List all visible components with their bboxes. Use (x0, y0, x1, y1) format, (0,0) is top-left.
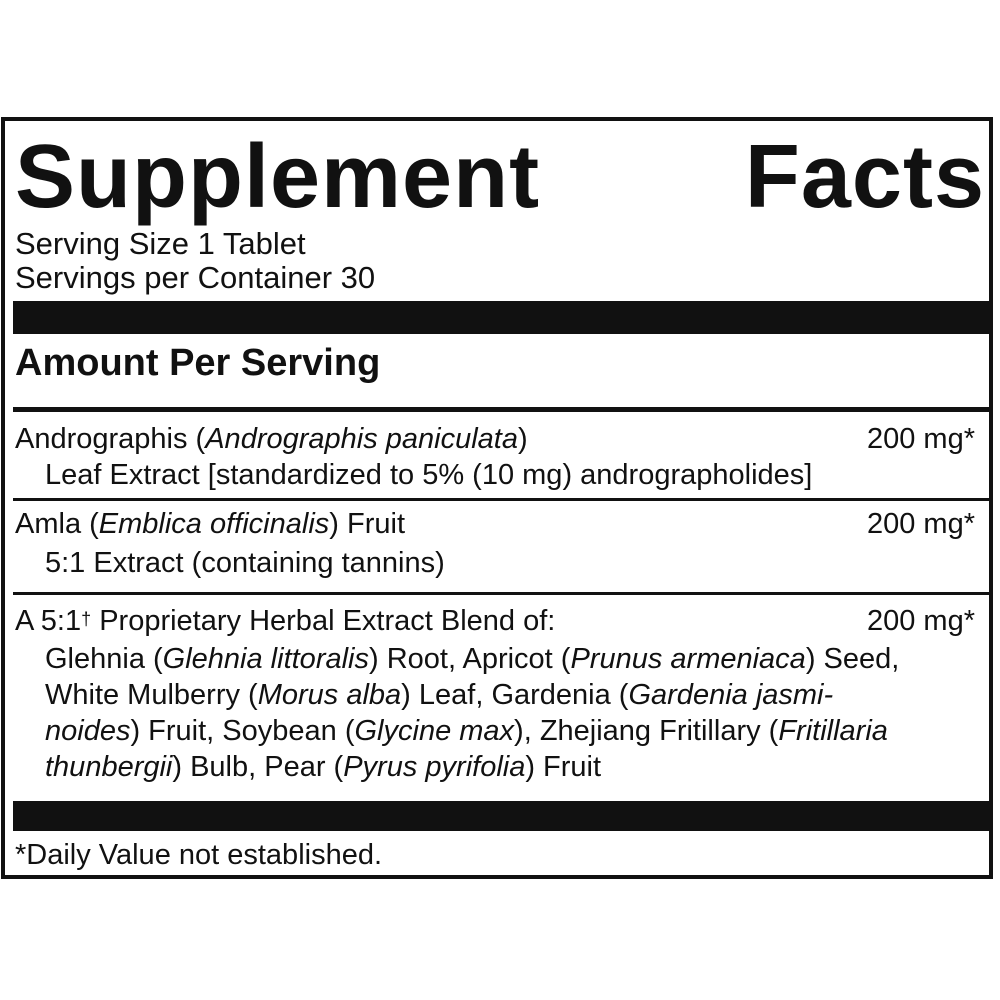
blend-amount: 200 mg* (866, 605, 975, 637)
andrographis-detail: Leaf Extract [standardized to 5% (10 mg) andrographolides] (45, 459, 813, 491)
divider-after-andrographis (13, 498, 989, 501)
dagger-symbol: † (81, 609, 92, 629)
thick-divider-bottom (13, 801, 989, 831)
thick-divider-top (13, 301, 989, 334)
blend-name: A 5:1† Proprietary Herbal Extract Blend of: (15, 605, 556, 637)
serving-size: Serving Size 1 Tablet (15, 226, 306, 261)
amount-per-serving-heading: Amount Per Serving (15, 342, 381, 384)
blend-line-2: White Mulberry (Morus alba) Leaf, Gardenia (Gardenia jasmi- (45, 679, 834, 711)
panel-title (15, 127, 985, 227)
title-word-facts: Facts (744, 127, 985, 227)
daily-value-footnote: *Daily Value not established. (15, 839, 383, 871)
amla-name: Amla (Emblica officinalis) Fruit (15, 508, 405, 540)
amla-detail: 5:1 Extract (containing tannins) (45, 547, 445, 579)
title-word-supplement: Supplement (15, 127, 541, 227)
blend-line-4: thunbergii) Bulb, Pear (Pyrus pyrifolia) Fruit (45, 751, 602, 783)
divider-after-amla (13, 592, 989, 595)
blend-ingredient-list (45, 641, 985, 785)
andrographis-name: Andrographis (Andrographis paniculata) (15, 423, 528, 455)
blend-line-1: Glehnia (Glehnia littoralis) Root, Apricot (Prunus armeniaca) Seed, (45, 643, 900, 675)
andrographis-latin-name: Andrographis paniculata (205, 423, 518, 455)
amla-amount: 200 mg* (866, 508, 975, 540)
amla-latin-name: Emblica officinalis (98, 508, 330, 540)
servings-per-container: Servings per Container 30 (15, 260, 376, 295)
andrographis-amount: 200 mg* (866, 423, 975, 455)
blend-line-3: noides) Fruit, Soybean (Glycine max), Zhejiang Fritillary (Fritillaria (45, 715, 888, 747)
divider-after-heading (13, 407, 989, 412)
supplement-facts-panel (1, 117, 993, 879)
